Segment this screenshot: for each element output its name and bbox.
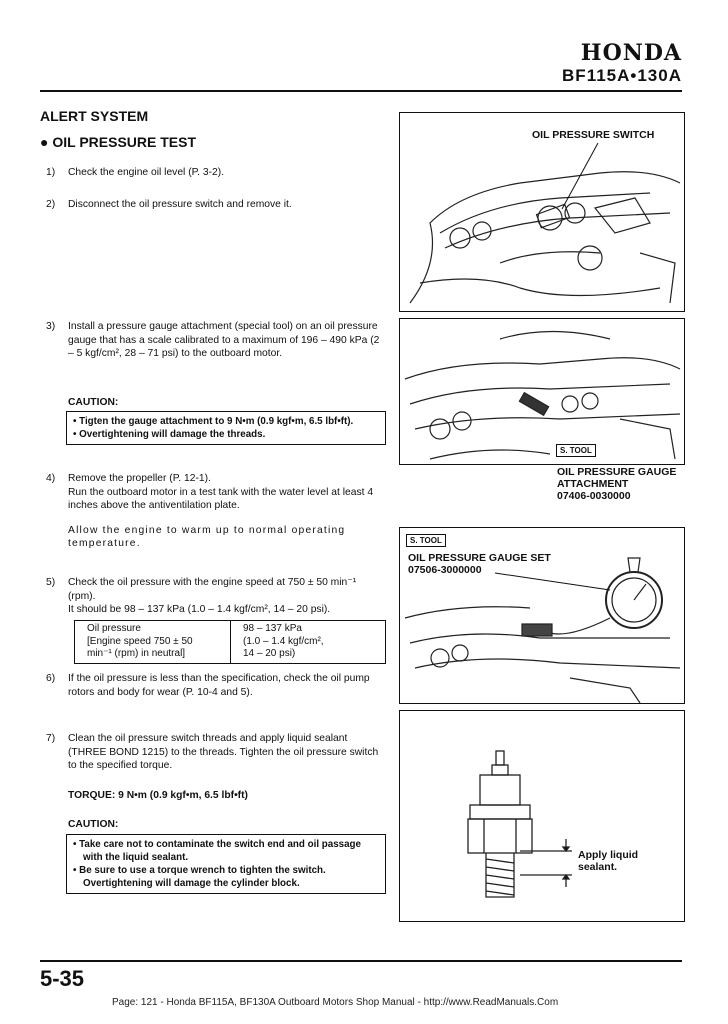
step-1 [46,166,386,180]
cell-line: min⁻¹ (rpm) in neutral] [87,648,186,659]
caution-item: • Take care not to contaminate the switch end and oil passage with the liquid sealant. [73,839,361,863]
section-subtitle: ● OIL PRESSURE TEST [40,134,197,150]
caution-item: • Overtightening will damage the threads. [73,429,266,440]
figure-switch-sealant [399,710,685,922]
step-3 [46,320,386,361]
caution-item: • Be sure to use a torque wrench to tighten the switch. Overtightening will damage the cylinder block. [73,865,326,889]
cell-line: 98 – 137 kPa [243,623,302,634]
cell-line: (1.0 – 1.4 kgf/cm², [243,635,324,647]
spec-table [74,620,386,664]
label-line: OIL PRESSURE GAUGE SET [408,552,551,564]
model-title: BF115A•130A [562,66,682,85]
step-5 [46,576,386,617]
step-number: 5) [46,577,56,588]
label-line: ATTACHMENT [557,478,629,490]
caution-label: CAUTION: [68,397,119,408]
torque-spec: TORQUE: 9 N•m (0.9 kgf•m, 6.5 lbf•ft) [68,790,248,801]
figure-label [557,466,676,502]
step-number: 6) [46,673,56,684]
table-row [75,621,386,664]
figure-gauge-attachment [399,318,685,465]
footer-text: Page: 121 - Honda BF115A, BF130A Outboard Motors Shop Manual - http://www.ReadManuals.Com [112,997,559,1008]
step-number: 2) [46,199,56,210]
figure-oil-pressure-switch [399,112,685,312]
engine-illustration [400,113,685,312]
brand-logo: HONDA [580,40,682,66]
cell-line: 14 – 20 psi) [243,648,296,659]
step-number: 7) [46,733,56,744]
label-line: sealant. [578,861,618,873]
table-cell [231,621,386,664]
page-number: 5-35 [40,966,85,991]
step-text: If the oil pressure is less than the specification, check the oil pump rotors and body for wear (P. 10-4 and 5). [68,673,370,698]
step-text: Check the oil pressure with the engine speed at 750 ± 50 min⁻¹ (rpm). [68,577,357,602]
step-text: Disconnect the oil pressure switch and remove it. [68,199,292,210]
engine-illustration [400,319,685,465]
caution-item: • Tigten the gauge attachment to 9 N•m (0.9 kgf•m, 6.5 lbf•ft). [73,416,354,427]
step-text: Clean the oil pressure switch threads and apply liquid sealant (THREE BOND 1215) to the threads. Tighten the oil pressure switch to the specified torque. [68,733,379,772]
step-text: It should be 98 – 137 kPa (1.0 – 1.4 kgf/cm², 14 – 20 psi). [68,604,331,616]
step-7 [46,732,386,773]
label-line: Apply liquid [578,849,639,861]
figure-label [408,552,551,576]
step-text: Allow the engine to warm up to normal operating temperature. [68,524,346,550]
figure-label [578,849,638,873]
step-number: 3) [46,321,56,332]
label-line: 07506-3000000 [408,564,482,576]
caution-label: CAUTION: [68,819,119,830]
caution-box [66,411,386,445]
cell-line: [Engine speed 750 ± 50 [87,635,193,647]
step-number: 1) [46,167,56,178]
special-tool-tag: S. TOOL [556,444,596,457]
step-6 [46,672,386,699]
step-number: 4) [46,473,56,484]
step-2 [46,198,386,212]
caution-box [66,834,386,894]
header-rule [40,90,682,92]
label-line: 07406-0030000 [557,490,631,502]
figure-label: OIL PRESSURE SWITCH [532,129,655,141]
table-cell [75,621,231,664]
step-text: Check the engine oil level (P. 3-2). [68,167,225,178]
label-line: OIL PRESSURE GAUGE [557,466,677,478]
figure-gauge-set [399,527,685,704]
special-tool-tag: S. TOOL [406,534,446,547]
step-text: Remove the propeller (P. 12-1). [68,473,211,484]
step-text: Install a pressure gauge attachment (special tool) on an oil pressure gauge that has a scale calibrated to a maximum of 196 – 490 kPa (2 – 5 kgf/cm², 28 – 71 psi) to the outboard motor. [68,321,380,360]
step-4 [46,472,386,551]
cell-line: Oil pressure [87,623,141,634]
section-title: ALERT SYSTEM [40,108,149,124]
step-text: Run the outboard motor in a test tank with the water level at least 4 inches above the antiventilation plate. [68,486,374,512]
footer-rule [40,960,682,962]
pressure-switch-drawing [400,711,685,922]
